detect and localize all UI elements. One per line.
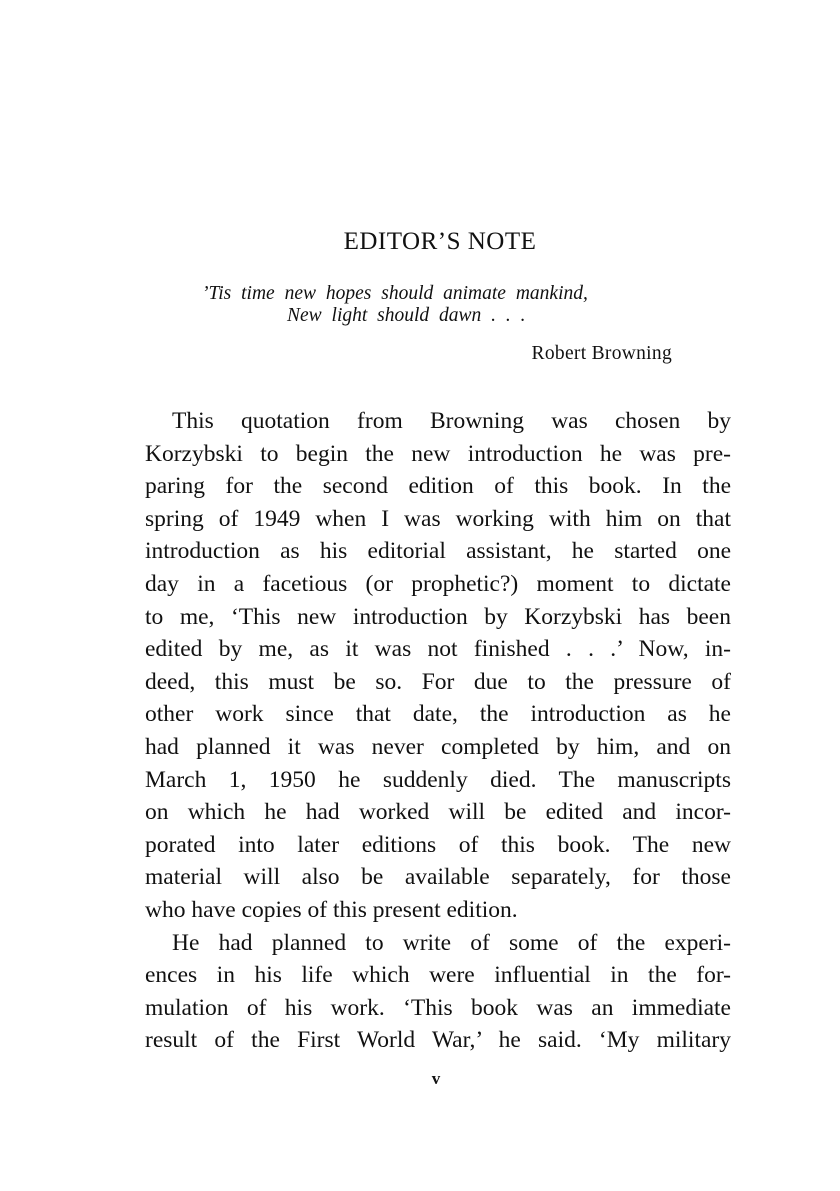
text-line: ences in his life which were influential in the for- <box>145 962 731 989</box>
text-line: porated into later editions of this book. The new <box>145 831 731 858</box>
text-line: day in a facetious (or prophetic?) moment to dictate <box>145 570 731 597</box>
text-line: on which he had worked will be edited and incor- <box>145 799 731 826</box>
paragraph-2 <box>145 927 731 1057</box>
text-line: deed, this must be so. For due to the pressure of <box>145 668 731 695</box>
page-title: EDITOR’S NOTE <box>343 228 537 255</box>
text-line: introduction as his editorial assistant, he started one <box>145 538 731 565</box>
text-line: spring of 1949 when I was working with him on that <box>145 505 731 532</box>
epigraph-line-2: New light should dawn . . . <box>287 305 526 326</box>
text-line: material will also be available separately, for those <box>145 864 731 891</box>
text-line: had planned it was never completed by him, and on <box>145 733 731 760</box>
page-number: v <box>431 1069 441 1088</box>
text-line: who have copies of this present edition. <box>145 896 518 923</box>
paragraph-1 <box>145 405 731 927</box>
text-line: mulation of his work. ‘This book was an immediate <box>145 994 731 1021</box>
text-line: Korzybski to begin the new introduction he was pre- <box>145 440 731 467</box>
text-line: paring for the second edition of this book. In the <box>145 473 731 500</box>
text-line: other work since that date, the introduction as he <box>145 701 731 728</box>
epigraph-line-1: ’Tis time new hopes should animate mankind, <box>202 283 588 304</box>
text-line: result of the First World War,’ he said. ‘My military <box>145 1027 731 1054</box>
text-line: He had planned to write of some of the experi- <box>172 929 731 956</box>
text-line: to me, ‘This new introduction by Korzybski has been <box>145 603 731 630</box>
text-line: This quotation from Browning was chosen by <box>172 408 731 434</box>
text-line: edited by me, as it was not finished . . .’ Now, in- <box>145 636 731 663</box>
body-text <box>145 405 731 1057</box>
epigraph-attribution: Robert Browning <box>531 343 672 364</box>
text-line: March 1, 1950 he suddenly died. The manuscripts <box>145 766 731 793</box>
